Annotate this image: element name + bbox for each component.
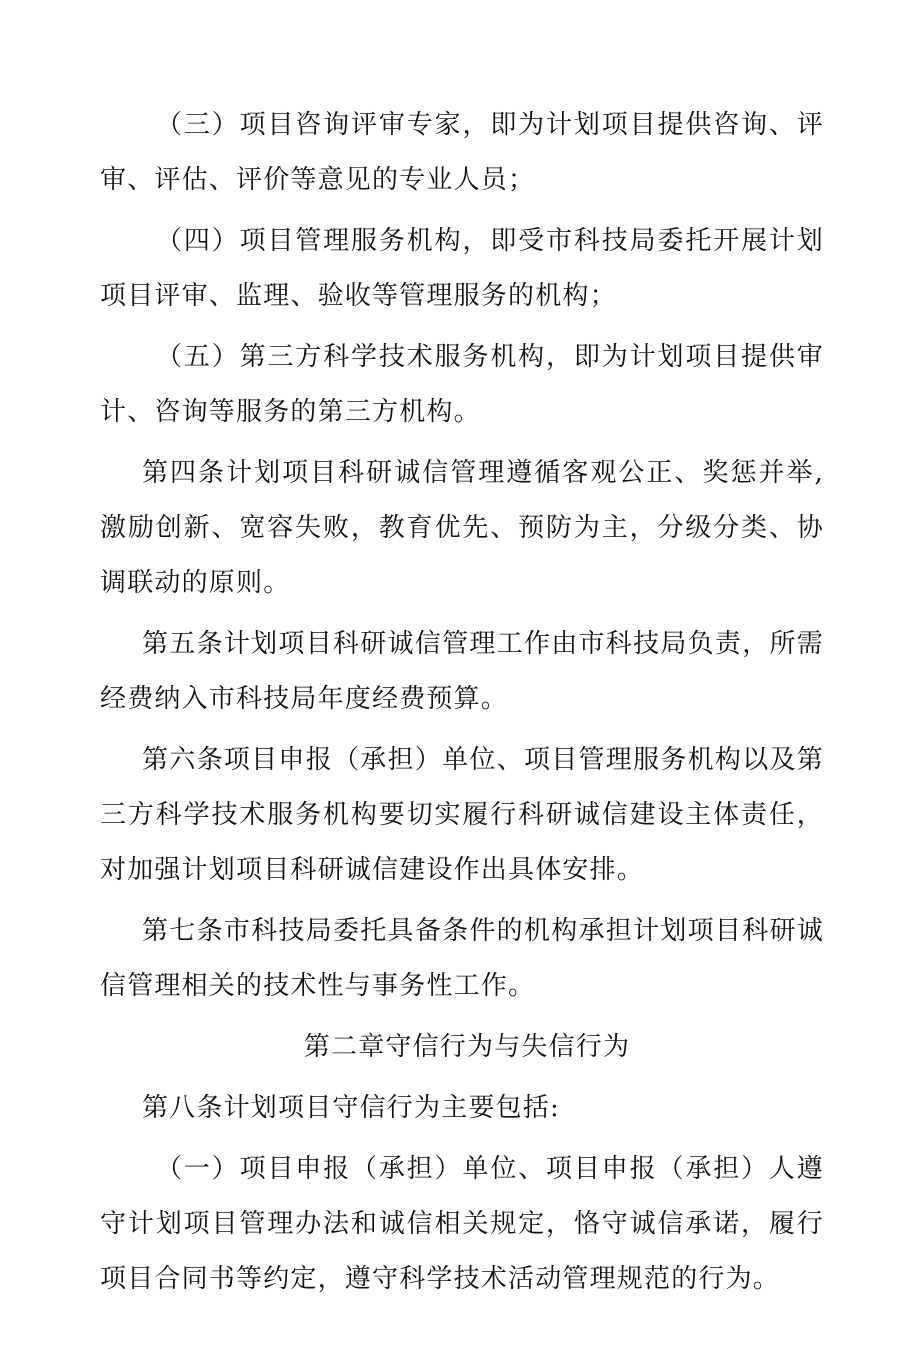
paragraph-item-1: （一）项目申报（承担）单位、项目申报（承担）人遵守计划项目管理办法和诚信相关规定，恪守诚信承诺，履行项目合同书等约定，遵守科学技术活动管理规范的行为。 — [100, 1154, 824, 1294]
document-page — [100, 98, 824, 1307]
paragraph-item-5: （五）第三方科学技术服务机构，即为计划项目提供审计、咨询等服务的第三方机构。 — [100, 342, 824, 427]
article-5: 第五条计划项目科研诚信管理工作由市科技局负责，所需经费纳入市科技局年度经费预算。 — [100, 629, 824, 714]
paragraph-item-3: （三）项目咨询评审专家，即为计划项目提供咨询、评审、评估、评价等意见的专业人员； — [100, 110, 824, 195]
chapter-heading: 第二章守信行为与失信行为 — [303, 1032, 631, 1062]
article-6: 第六条项目申报（承担）单位、项目管理服务机构以及第三方科学技术服务机构要切实履行科研诚信建设主体责任，对加强计划项目科研诚信建设作出具体安排。 — [100, 745, 824, 885]
article-8: 第八条计划项目守信行为主要包括: — [142, 1093, 560, 1123]
article-4: 第四条计划项目科研诚信管理遵循客观公正、奖惩并举,激励创新、宽容失败，教育优先、预防为主，分级分类、协调联动的原则。 — [100, 458, 824, 598]
article-7: 第七条市科技局委托具备条件的机构承担计划项目科研诚信管理相关的技术性与事务性工作。 — [100, 916, 824, 1001]
paragraph-item-4: （四）项目管理服务机构，即受市科技局委托开展计划项目评审、监理、验收等管理服务的机构； — [100, 226, 824, 311]
